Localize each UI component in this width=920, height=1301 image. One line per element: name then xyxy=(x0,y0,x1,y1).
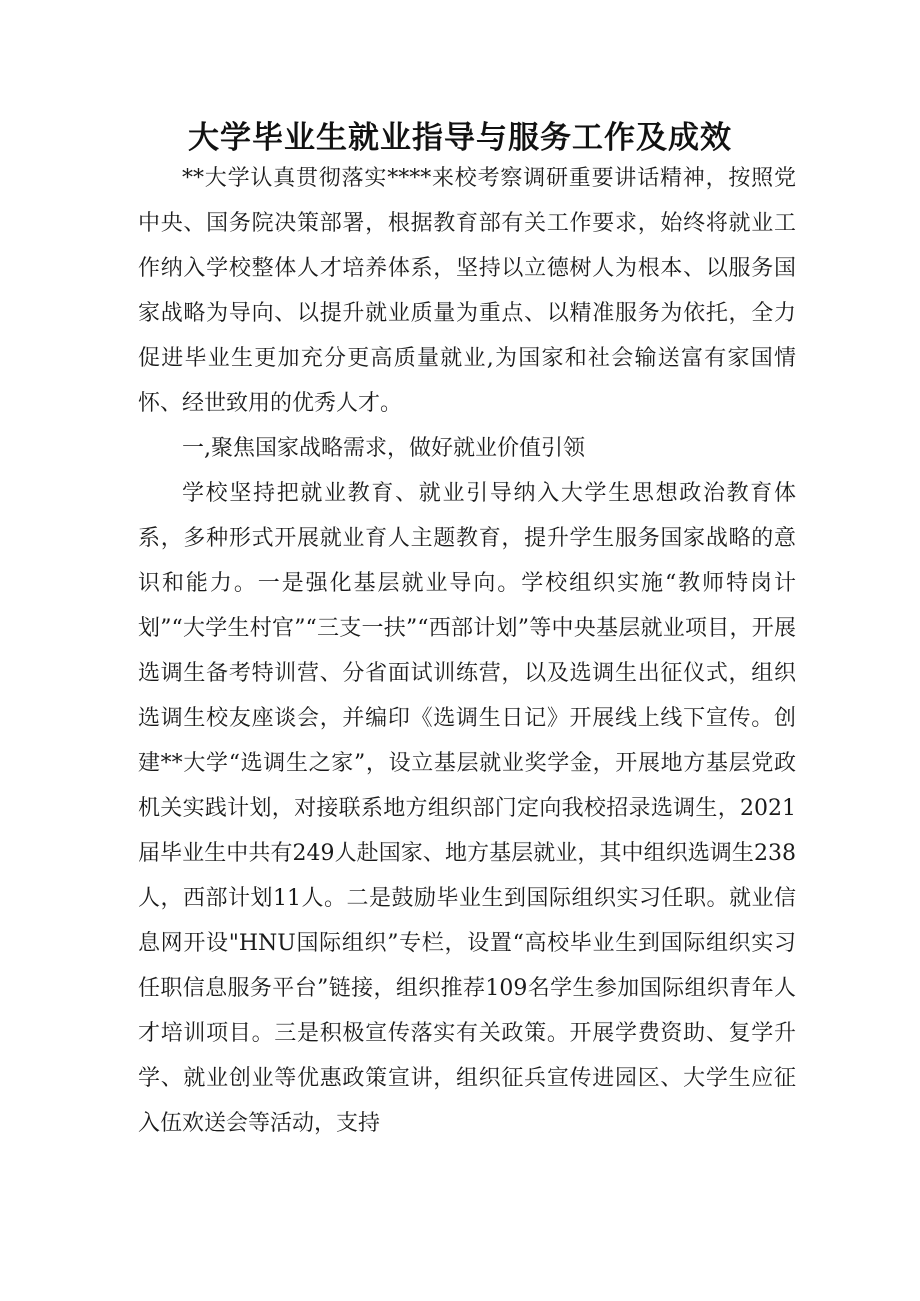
document-title: 大学毕业生就业指导与服务工作及成效 xyxy=(188,120,732,156)
document-body xyxy=(138,156,796,1146)
intro-paragraph: **大学认真贯彻落实****来校考察调研重要讲话精神，按照党中央、国务院决策部署，根据教育部有关工作要求，始终将就业工作纳入学校整体人才培养体系，坚持以立德树人为根本、以服务国家战略为导向、以提升就业质量为重点、以精准服务为依托，全力促进毕业生更加充分更高质量就业,为国家和社会输送富有家国情怀、经世致用的优秀人才。 xyxy=(138,166,796,416)
section-paragraph: 学校坚持把就业教育、就业引导纳入大学生思想政治教育体系，多种形式开展就业育人主题教育，提升学生服务国家战略的意识和能力。一是强化基层就业导向。学校组织实施“教师特岗计划”“大学生村官”“三支一扶”“西部计划”等中央基层就业项目，开展选调生备考特训营、分省面试训练营，以及选调生出征仪式，组织选调生校友座谈会，并编印《选调生日记》开展线上线下宣传。创建**大学“选调生之家”，设立基层就业奖学金，开展地方基层党政机关实践计划，对接联系地方组织部门定向我校招录选调生，2021届毕业生中共有249人赴国家、地方基层就业，其中组织选调生238人，西部计划11人。二是鼓励毕业生到国际组织实习任职。就业信息网开设"HNU国际组织”专栏，设置“高校毕业生到国际组织实习任职信息服务平台”链接，组织推荐109名学生参加国际组织青年人才培训项目。三是积极宣传落实有关政策。开展学费资助、复学升学、就业创业等优惠政策宣讲，组织征兵宣传进园区、大学生应征入伍欢送会等活动，支持 xyxy=(138,481,796,1136)
section-heading: 一,聚焦国家战略需求，做好就业价值引领 xyxy=(182,436,585,461)
